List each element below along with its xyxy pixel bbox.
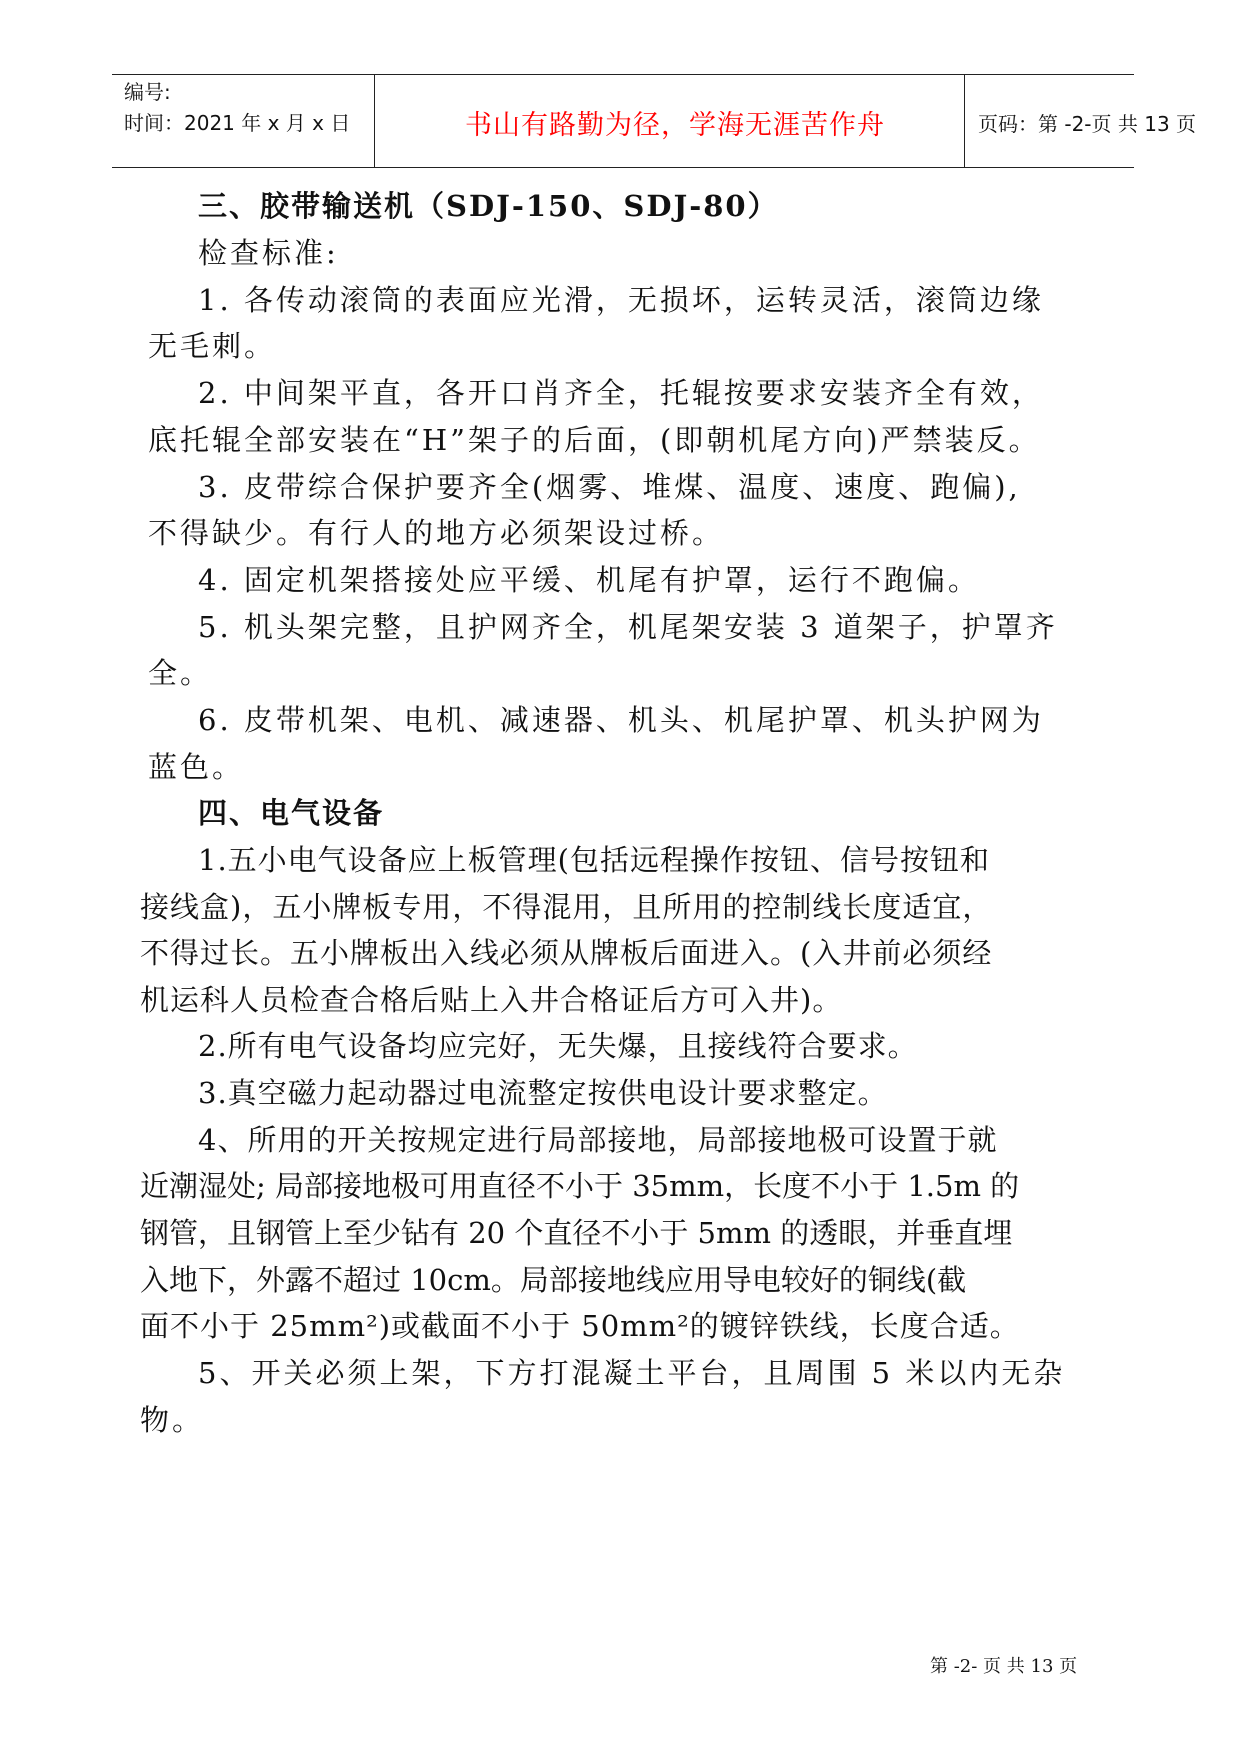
paragraph-line: 检查标准: — [198, 236, 339, 270]
serial-label: 编号: — [124, 80, 171, 104]
page-header — [112, 74, 1197, 168]
header-page-number: 页码：第 -2-页 共 13 页 — [978, 112, 1197, 136]
paragraph-line: 不得过长。五小牌板出入线必须从牌板后面进入。(入井前必须经 — [140, 936, 993, 970]
paragraph-line: 4. 固定机架搭接处应平缓、机尾有护罩，运行不跑偏。 — [198, 563, 980, 597]
header-motto: 书山有路勤为径，学海无涯苦作舟 — [465, 110, 885, 141]
paragraph-line: 蓝色。 — [148, 750, 245, 784]
paragraph-line: 无毛刺。 — [148, 329, 277, 363]
footer-page-number: 第 -2- 页 共 13 页 — [930, 1656, 1078, 1677]
paragraph-line: 物。 — [140, 1403, 205, 1437]
paragraph-line: 接线盒)，五小牌板专用，不得混用，且所用的控制线长度适宜， — [140, 890, 993, 924]
paragraph-line: 全。 — [148, 656, 213, 690]
header-divider — [964, 75, 965, 167]
paragraph-line: 底托辊全部安装在“H”架子的后面，(即朝机尾方向)严禁装反。 — [148, 423, 1041, 457]
paragraph-line: 1. 各传动滚筒的表面应光滑，无损坏，运转灵活，滚筒边缘 — [198, 283, 1044, 317]
paragraph-line: 2.所有电气设备均应完好，无失爆，且接线符合要求。 — [198, 1029, 918, 1063]
section-heading: 四、电气设备 — [198, 796, 385, 830]
paragraph-line: 5. 机头架完整，且护网齐全，机尾架安装 3 道架子，护罩齐 — [198, 610, 1058, 644]
paragraph-line: 2. 中间架平直，各开口肖齐全，托辊按要求安装齐全有效， — [198, 376, 1044, 410]
paragraph-line: 入地下，外露不超过 10cm。局部接地线应用导电较好的铜线(截 — [140, 1263, 967, 1297]
paragraph-line: 4、所用的开关按规定进行局部接地，局部接地极可设置于就 — [198, 1123, 998, 1157]
paragraph-line: 3.真空磁力起动器过电流整定按供电设计要求整定。 — [198, 1076, 888, 1110]
paragraph-line: 钢管，且钢管上至少钻有 20 个直径不小于 5mm 的透眼，并垂直埋 — [140, 1216, 1013, 1250]
paragraph-line: 3. 皮带综合保护要齐全(烟雾、堆煤、温度、速度、跑偏), — [198, 470, 1021, 504]
date-label: 时间：2021 年 x 月 x 日 — [124, 111, 351, 135]
paragraph-line: 5、开关必须上架，下方打混凝土平台，且周围 5 米以内无杂 — [198, 1356, 1066, 1390]
paragraph-line: 6. 皮带机架、电机、减速器、机头、机尾护罩、机头护网为 — [198, 703, 1044, 737]
section-heading: 三、胶带输送机（SDJ-150、SDJ-80） — [198, 189, 779, 223]
header-meta — [124, 77, 386, 139]
paragraph-line: 不得缺少。有行人的地方必须架设过桥。 — [148, 516, 725, 550]
paragraph-line: 近潮湿处; 局部接地极可用直径不小于 35mm，长度不小于 1.5m 的 — [140, 1169, 1020, 1203]
paragraph-line: 面不小于 25mm²)或截面不小于 50mm²的镀锌铁线，长度合适。 — [140, 1309, 1020, 1343]
paragraph-line: 1.五小电气设备应上板管理(包括远程操作按钮、信号按钮和 — [198, 843, 990, 877]
paragraph-line: 机运科人员检查合格后贴上入井合格证后方可入井)。 — [140, 983, 843, 1017]
